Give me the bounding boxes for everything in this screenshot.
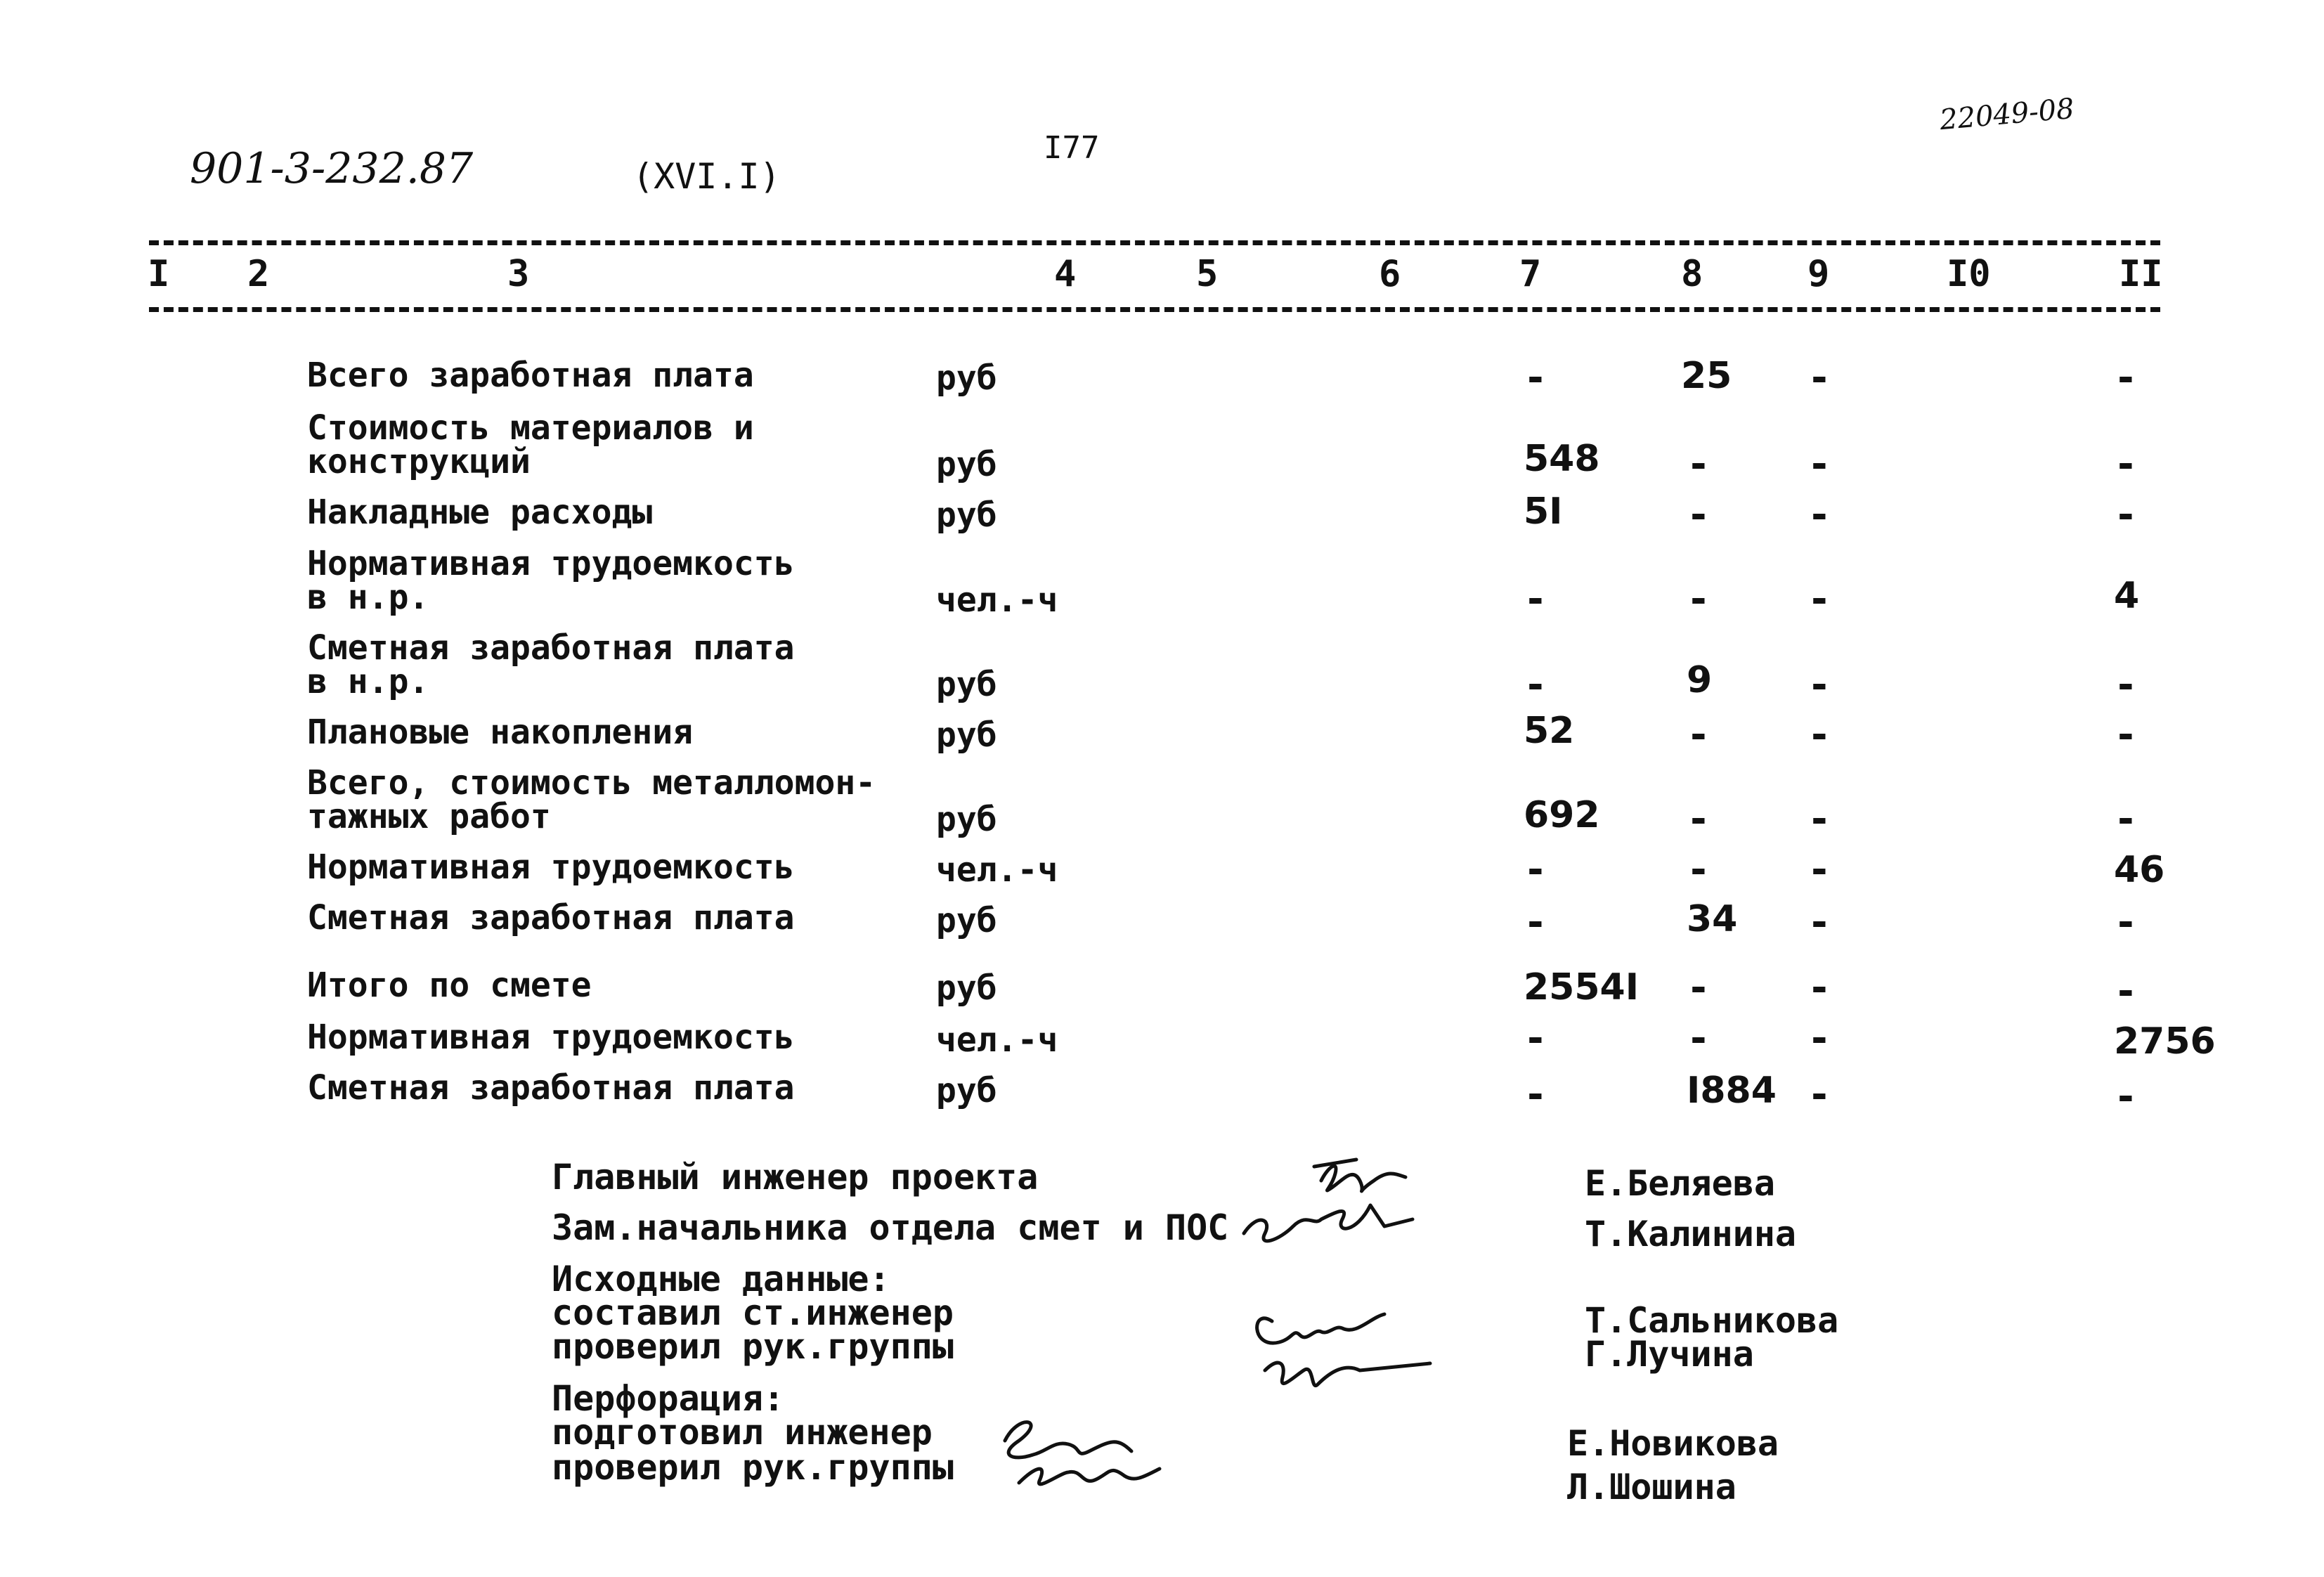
cell-col9: - <box>1807 441 1831 487</box>
signatory-name: Е.Беляева <box>1585 1163 1775 1204</box>
row-label: Итого по смете <box>307 966 592 1005</box>
cell-col8: - <box>1687 576 1710 622</box>
signatory-role: составил ст.инженер <box>552 1292 954 1333</box>
archive-number: 22049-08 <box>1938 92 2076 137</box>
cell-col9: - <box>1807 576 1831 622</box>
cell-col8: I884 <box>1687 1070 1777 1112</box>
signatory-role: проверил рук.группы <box>552 1326 954 1367</box>
cell-col7: 52 <box>1524 710 1575 752</box>
row-label: в н.р. <box>307 662 429 701</box>
signature-scribble <box>1257 1314 1384 1343</box>
cell-col11: - <box>2114 1074 2138 1120</box>
section-heading: Перфорация: <box>552 1378 785 1419</box>
row-unit: руб <box>936 665 997 704</box>
row-label: Сметная заработная плата <box>307 898 795 937</box>
cell-col9: - <box>1807 712 1831 758</box>
cell-col11: 4 <box>2114 575 2140 617</box>
cell-col8: 34 <box>1687 898 1738 940</box>
row-label: конструкций <box>307 442 531 481</box>
cell-col7: - <box>1524 355 1547 401</box>
row-unit: чел.-ч <box>936 580 1058 620</box>
row-label: Всего заработная плата <box>307 356 754 395</box>
cell-col11: - <box>2114 968 2138 1014</box>
column-number: II <box>2119 253 2163 295</box>
cell-col11: 46 <box>2114 849 2165 891</box>
section-heading: Исходные данные: <box>552 1259 890 1299</box>
cell-col8: - <box>1687 441 1710 487</box>
cell-col8: 25 <box>1681 355 1732 397</box>
cell-col11: - <box>2114 712 2138 758</box>
signature-scribble <box>1005 1422 1131 1458</box>
row-label: Нормативная трудоемкость <box>307 1018 795 1057</box>
row-unit: чел.-ч <box>936 850 1058 890</box>
cell-col9: - <box>1807 1072 1831 1117</box>
cell-col8: - <box>1687 1015 1710 1061</box>
cell-col11: - <box>2114 355 2138 401</box>
row-unit: руб <box>936 901 997 940</box>
cell-col9: - <box>1807 492 1831 538</box>
cell-col7: 2554I <box>1524 966 1640 1008</box>
cell-col7: - <box>1524 662 1547 708</box>
row-label: Накладные расходы <box>307 493 653 532</box>
signatory-name: Е.Новикова <box>1567 1423 1779 1464</box>
cell-col11: 2756 <box>2114 1020 2216 1063</box>
cell-col9: - <box>1807 355 1831 401</box>
cell-col8: - <box>1687 796 1710 842</box>
cell-col11: - <box>2114 441 2138 487</box>
row-unit: руб <box>936 968 997 1008</box>
cell-col8: - <box>1687 847 1710 893</box>
signatory-role: проверил рук.группы <box>552 1447 954 1488</box>
page-number: I77 <box>1044 130 1100 166</box>
signatory-name: Г.Лучина <box>1585 1334 1754 1375</box>
cell-col7: 692 <box>1524 794 1600 836</box>
cell-col7: 548 <box>1524 438 1600 480</box>
row-label: Всего, стоимость металломон- <box>307 763 876 803</box>
cell-col7: - <box>1524 900 1547 945</box>
row-label: Нормативная трудоемкость <box>307 544 795 583</box>
row-unit: руб <box>936 715 997 755</box>
row-unit: руб <box>936 495 997 535</box>
cell-col11: - <box>2114 900 2138 945</box>
signature-scribble <box>1321 1166 1406 1191</box>
row-label: тажных работ <box>307 797 551 836</box>
column-number: 7 <box>1519 253 1542 295</box>
column-number: I0 <box>1947 253 1991 295</box>
row-label: Сметная заработная плата <box>307 628 795 668</box>
row-unit: руб <box>936 1071 997 1110</box>
signature-scribble <box>1265 1363 1430 1386</box>
cell-col9: - <box>1807 847 1831 893</box>
column-number: 4 <box>1054 253 1077 295</box>
cell-col7: - <box>1524 1015 1547 1061</box>
cell-col9: - <box>1807 796 1831 842</box>
cell-col9: - <box>1807 900 1831 945</box>
cell-col9: - <box>1807 1015 1831 1061</box>
cell-col7: 5I <box>1524 491 1563 533</box>
signature-scribble <box>1244 1205 1413 1241</box>
cell-col11: - <box>2114 796 2138 842</box>
row-label: Плановые накопления <box>307 713 694 752</box>
column-number: 9 <box>1807 253 1830 295</box>
cell-col9: - <box>1807 965 1831 1011</box>
signatory-name: Т.Сальникова <box>1585 1300 1839 1341</box>
signatory-role: Главный инженер проекта <box>552 1157 1039 1198</box>
row-unit: чел.-ч <box>936 1020 1058 1060</box>
cell-col8: - <box>1687 492 1710 538</box>
signatory-role: подготовил инженер <box>552 1412 933 1453</box>
row-label: Нормативная трудоемкость <box>307 848 795 887</box>
column-number: 5 <box>1196 253 1219 295</box>
column-number: I <box>148 253 170 295</box>
row-label: Сметная заработная плата <box>307 1068 795 1108</box>
column-number: 6 <box>1379 253 1401 295</box>
signatory-name: Л.Шошина <box>1567 1467 1736 1507</box>
cell-col11: - <box>2114 662 2138 708</box>
cell-col8: - <box>1687 965 1710 1011</box>
signatory-name: Т.Калинина <box>1585 1214 1797 1254</box>
cell-col8: - <box>1687 712 1710 758</box>
row-label: в н.р. <box>307 578 429 617</box>
cell-col7: - <box>1524 1072 1547 1117</box>
cell-col7: - <box>1524 847 1547 893</box>
sheet-code: (XVI.I) <box>632 156 781 197</box>
row-unit: руб <box>936 445 997 484</box>
document-code: 901-3-232.87 <box>190 144 474 193</box>
cell-col9: - <box>1807 662 1831 708</box>
column-number: 2 <box>247 253 270 295</box>
cell-col8: 9 <box>1687 659 1713 701</box>
column-number: 8 <box>1681 253 1703 295</box>
signatory-role: Зам.начальника отдела смет и ПОС <box>552 1207 1229 1248</box>
cell-col11: - <box>2114 492 2138 538</box>
row-unit: руб <box>936 358 997 398</box>
row-unit: руб <box>936 800 997 839</box>
cell-col7: - <box>1524 576 1547 622</box>
column-number: 3 <box>507 253 530 295</box>
signature-scribble <box>1019 1469 1160 1484</box>
row-label: Стоимость материалов и <box>307 408 754 448</box>
